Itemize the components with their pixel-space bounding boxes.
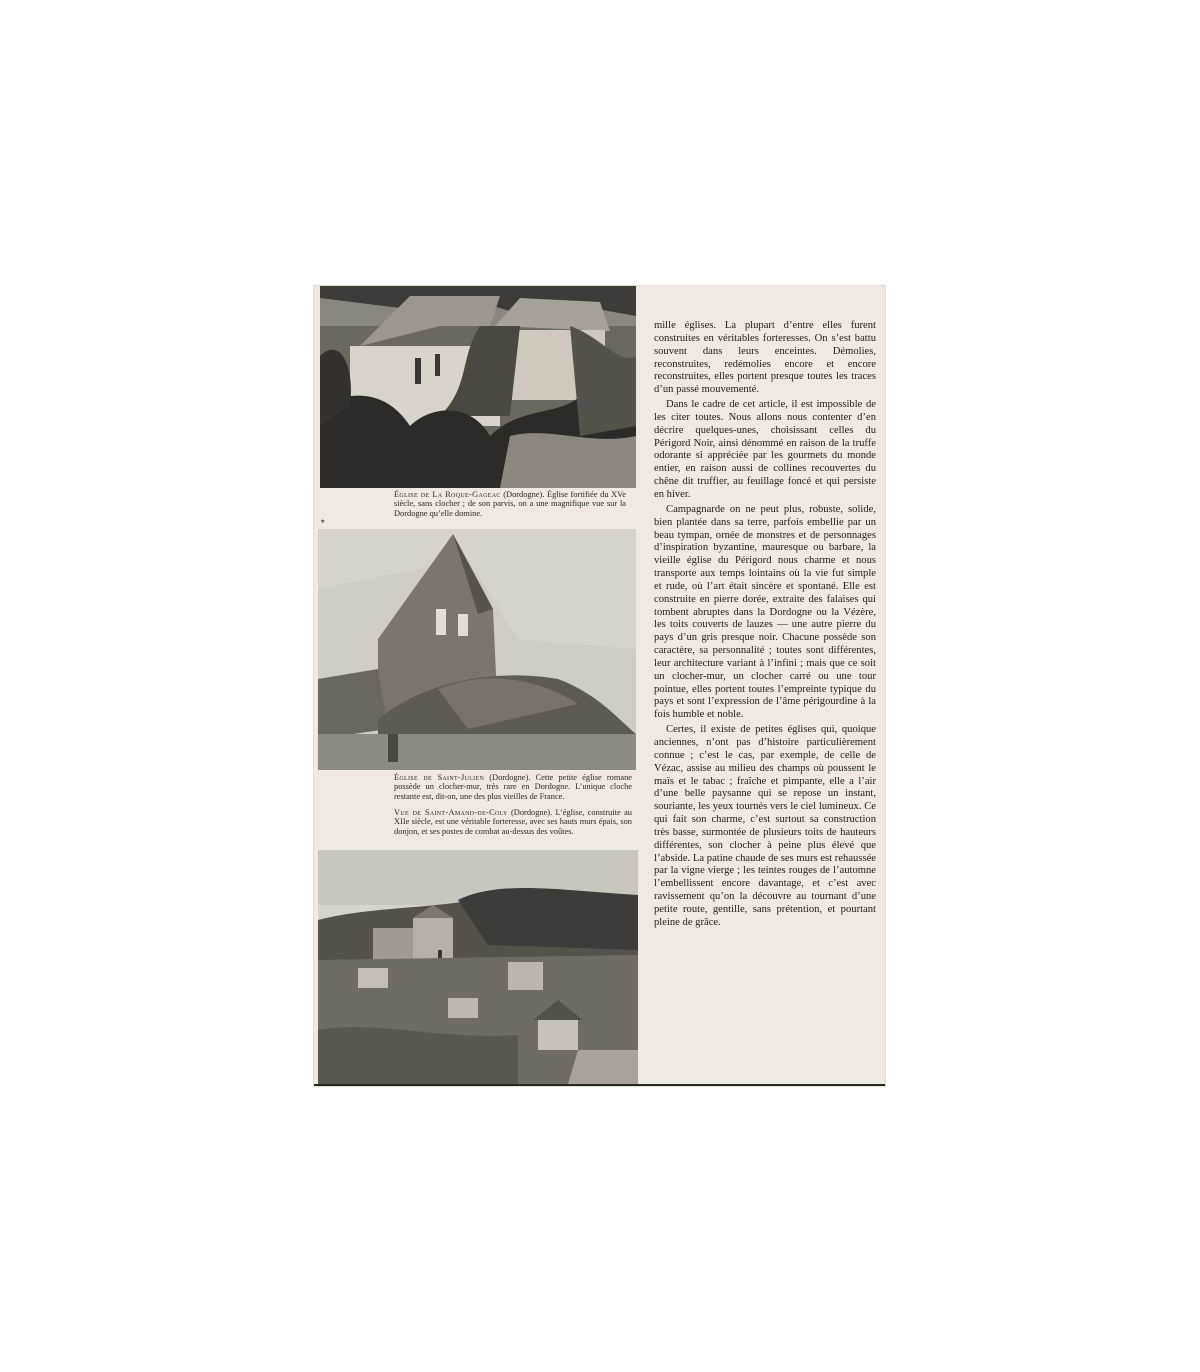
caption-la-roque-gageac <box>394 490 626 518</box>
caption-title: Église de Saint-Julien <box>394 773 485 782</box>
article-paragraph: mille églises. La plupart d’entre elles furent construites en véritables forteresses. On s’est battu souvent dans leurs enceintes. Démolies, reconstruites, redémolies encore et encore reconstruites, elles portent presque toutes les traces d’un passé mouvementé. <box>654 320 876 396</box>
photo-la-roque-gageac <box>320 286 636 488</box>
photo-saint-julien <box>318 529 636 770</box>
caption-marker: ★ <box>320 519 326 525</box>
article-paragraph: Campagnarde on ne peut plus, robuste, solide, bien plantée dans sa terre, parfois embellie par un beau tympan, ornée de monstres et de personnages d’inspiration byzantine, mauresque ou barbare, la vieille église du Périgord nous charme et nous transporte aux temps lointains où la vie fut simple et rude, où l’art était sincère et spontané. Elle est construite en pierre dorée, extraite des falaises qui tombent abruptes dans la Dordogne ou la Vézère, les toits couverts de lauzes — une autre pierre du pays d’un gris presque noir. Chacune possède son caractère, sa personnalité ; toutes sont différentes, leur architecture variant à l’infini ; mais que ce soit un clocher-mur, un clocher carré ou une tour pointue, elles portent toutes l’empreinte typique du pays et sont l’expression de l’âme périgourdine à la fois humble et noble. <box>654 503 876 721</box>
photo-saint-amand-de-coly <box>318 850 638 1084</box>
caption-saint-julien <box>394 773 632 801</box>
page-bottom-rule <box>314 1084 885 1086</box>
article-text <box>654 320 876 932</box>
article-paragraph: Dans le cadre de cet article, il est impossible de les citer toutes. Nous allons nous contenter d’en décrire quelques-unes, choisissant celles du Périgord Noir, ainsi dénommé en raison de la truffe odorante si appréciée par les gourmets du monde entier, en raison aussi de collines recouvertes du chêne dit truffier, au feuillage foncé et qui persiste en hiver. <box>654 399 876 500</box>
caption-title: Vue de Saint-Amand-de-Coly <box>394 808 508 817</box>
magazine-page <box>314 286 885 1086</box>
caption-text: (Dordogne). Église fortifiée du XVe siècle, sans clocher ; de son parvis, on a une magnifique vue sur la Dordogne qu’elle domine. <box>394 490 626 518</box>
article-paragraph: Certes, il existe de petites églises qui, quoique anciennes, n’ont pas d’histoire particulièrement connue ; c’est le cas, par exemple, de celle de Vézac, assise au milieu des champs où poussent le maïs et le tabac ; fraîche et pimpante, elle a l’air d’une belle paysanne qui se repose un instant, souriante, les yeux tournés vers le ciel lumineux. Ce qui fait son charme, c’est surtout sa construction très basse, surmontée de plusieurs toits de hauteurs différentes, son clocher à peine plus élevé que l’abside. La patine chaude de ses murs est rehaussée par la vigne vierge ; les teintes rouges de l’automne l’embellissent encore davantage, et c’est avec ravissement qu’on la découvre au tournant d’une petite route, gentille, sans prétention, et pourtant pleine de grâce. <box>654 724 876 928</box>
caption-title: Église de La Roque-Gageac <box>394 490 501 499</box>
caption-text: (Dordogne). Cette petite église romane possède un clocher-mur, très rare en Dordogne. L’unique cloche restante est, dit-on, une des plus vieilles de France. <box>394 773 632 801</box>
caption-text: (Dordogne). L’église, construite au XIIe siècle, est une véritable forteresse, avec ses hauts murs épais, son donjon, et ses postes de combat au-dessus des voûtes. <box>394 808 632 836</box>
caption-saint-amand-de-coly <box>394 808 632 836</box>
